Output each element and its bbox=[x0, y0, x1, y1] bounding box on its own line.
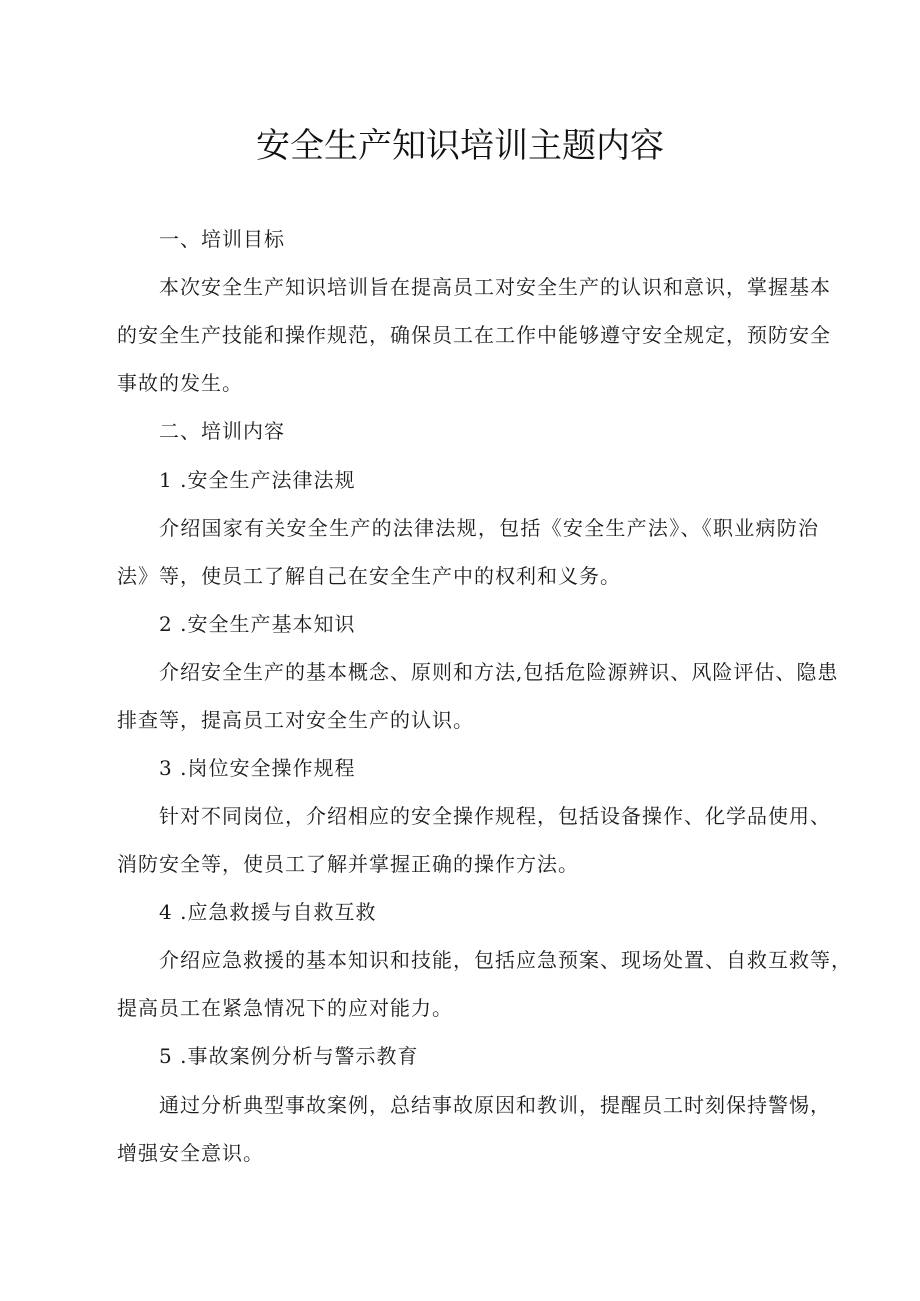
paragraph-line: 排查等，提高员工对安全生产的认识。 bbox=[117, 708, 474, 732]
subsection-heading: 3 .岗位安全操作规程 bbox=[159, 756, 356, 780]
paragraph-line: 介绍国家有关安全生产的法律法规，包括《安全生产法》、《职业病防治 bbox=[159, 516, 819, 540]
paragraph-line: 介绍应急救援的基本知识和技能，包括应急预案、现场处置、自救互救等， bbox=[159, 948, 852, 972]
subsection-heading: 4 .应急救援与自救互救 bbox=[159, 900, 377, 924]
subsection-heading: 5 .事故案例分析与警示教育 bbox=[159, 1044, 419, 1068]
subsection-heading: 1 .安全生产法律法规 bbox=[159, 468, 356, 492]
paragraph-line: 本次安全生产知识培训旨在提高员工对安全生产的认识和意识，掌握基本 bbox=[159, 275, 831, 299]
document-title: 安全生产知识培训主题内容 bbox=[256, 126, 664, 166]
section-heading-objectives: 一、培训目标 bbox=[159, 227, 285, 251]
paragraph-line: 介绍安全生产的基本概念、原则和方法,包括危险源辨识、风险评估、隐患 bbox=[159, 660, 839, 684]
paragraph-line: 通过分析典型事故案例，总结事故原因和教训，提醒员工时刻保持警惕， bbox=[159, 1093, 831, 1117]
subsection-heading: 2 .安全生产基本知识 bbox=[159, 612, 356, 636]
section-heading-content: 二、培训内容 bbox=[159, 419, 285, 443]
paragraph-line: 提高员工在紧急情况下的应对能力。 bbox=[117, 996, 453, 1020]
paragraph-line: 的安全生产技能和操作规范，确保员工在工作中能够遵守安全规定，预防安全 bbox=[117, 323, 831, 347]
paragraph-line: 消防安全等，使员工了解并掌握正确的操作方法。 bbox=[117, 852, 579, 876]
paragraph-line: 针对不同岗位，介绍相应的安全操作规程，包括设备操作、化学品使用、 bbox=[159, 804, 831, 828]
paragraph-line: 事故的发生。 bbox=[117, 371, 243, 395]
paragraph-line: 法》等，使员工了解自己在安全生产中的权利和义务。 bbox=[117, 564, 621, 588]
paragraph-line: 增强安全意识。 bbox=[117, 1141, 264, 1165]
